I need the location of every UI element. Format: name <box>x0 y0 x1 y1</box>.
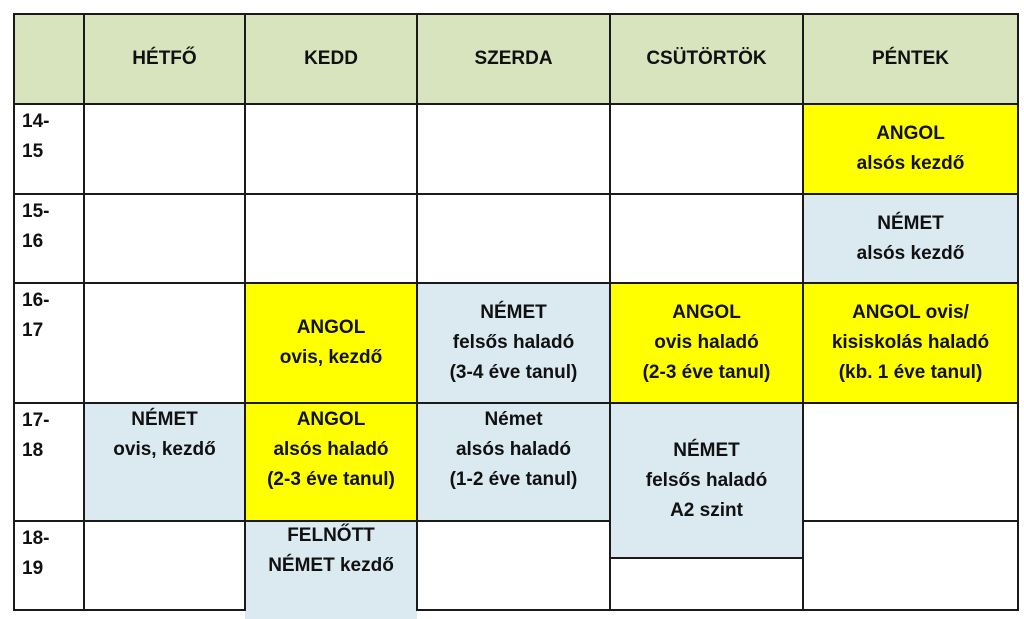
lesson-line: kisiskolás haladó <box>831 332 990 353</box>
lesson-line: alsós haladó <box>455 439 572 460</box>
header-pentek: PÉNTEK <box>803 14 1018 104</box>
lesson-line: alsós haladó <box>273 439 389 460</box>
lesson-line: felsős haladó <box>645 469 768 491</box>
time-16-17 <box>14 283 84 403</box>
time-line: 16- <box>22 290 50 311</box>
lesson-line: NÉMET kezdő <box>268 555 394 576</box>
header-csutortok: CSÜTÖRTÖK <box>610 14 803 104</box>
lesson-line: alsós kezdő <box>856 242 965 264</box>
time-line: 15 <box>22 141 44 162</box>
lesson-szerda-16 <box>417 283 610 403</box>
grid-line <box>417 609 1019 611</box>
lesson-line: (2-3 éve tanul) <box>642 362 771 383</box>
lesson-line: alsós kezdő <box>856 153 965 174</box>
lesson-line: (2-3 éve tanul) <box>267 469 395 490</box>
time-14-15 <box>14 104 84 194</box>
time-line: 18- <box>22 528 50 549</box>
grid-line <box>14 402 1019 404</box>
time-line: 17 <box>22 320 44 341</box>
lesson-line: (kb. 1 éve tanul) <box>838 362 983 383</box>
lesson-line: ANGOL <box>296 409 366 430</box>
lesson-line: (1-2 éve tanul) <box>449 469 578 490</box>
time-line: 18 <box>22 440 44 461</box>
time-17-18 <box>14 403 84 521</box>
lesson-line: ANGOL <box>672 302 741 323</box>
lesson-line: NÉMET <box>673 439 740 461</box>
lesson-kedd-18 <box>245 521 417 619</box>
lesson-line: FELNŐTT <box>287 525 375 546</box>
lesson-csutortok-17 <box>610 403 803 558</box>
grid-line <box>14 609 245 611</box>
lesson-kedd-17 <box>245 403 417 521</box>
time-line: 15- <box>22 201 50 222</box>
lesson-kedd-16 <box>245 283 417 403</box>
lesson-hetfo-17 <box>84 403 245 521</box>
lesson-line: ovis, kezdő <box>113 439 216 460</box>
grid-line <box>14 193 1019 195</box>
lesson-line: NÉMET <box>480 302 547 323</box>
grid-line <box>14 520 610 522</box>
grid-line <box>14 13 1019 15</box>
header-szerda: SZERDA <box>417 14 610 104</box>
lesson-line: ovis, kezdő <box>279 347 383 368</box>
lesson-line: ANGOL <box>296 317 366 338</box>
lesson-line: Német <box>484 409 543 430</box>
header-corner <box>14 14 84 104</box>
lesson-line: A2 szint <box>670 499 743 521</box>
grid-line <box>610 557 803 559</box>
lesson-line: ANGOL <box>876 123 945 144</box>
lesson-csutortok-16 <box>610 283 803 403</box>
lesson-line: felsős haladó <box>452 332 575 353</box>
lesson-szerda-17 <box>417 403 610 521</box>
time-18-19 <box>14 521 84 610</box>
header-kedd: KEDD <box>245 14 417 104</box>
time-line: 14- <box>22 111 50 132</box>
time-15-16 <box>14 194 84 283</box>
lesson-line: NÉMET <box>877 212 944 234</box>
time-line: 17- <box>22 410 50 431</box>
lesson-line: NÉMET <box>131 409 198 430</box>
time-line: 19 <box>22 558 44 579</box>
lesson-pentek-14 <box>803 104 1018 194</box>
lesson-line: ANGOL ovis/ <box>852 302 969 323</box>
time-line: 16 <box>22 231 44 252</box>
lesson-line: (3-4 éve tanul) <box>449 362 578 383</box>
grid-line <box>14 282 1019 284</box>
lesson-pentek-15 <box>803 194 1018 283</box>
header-hetfo: HÉTFŐ <box>84 14 245 104</box>
lesson-pentek-16 <box>803 283 1018 403</box>
grid-line <box>14 103 1019 105</box>
grid-line <box>803 520 1019 522</box>
lesson-line: ovis haladó <box>654 332 759 353</box>
